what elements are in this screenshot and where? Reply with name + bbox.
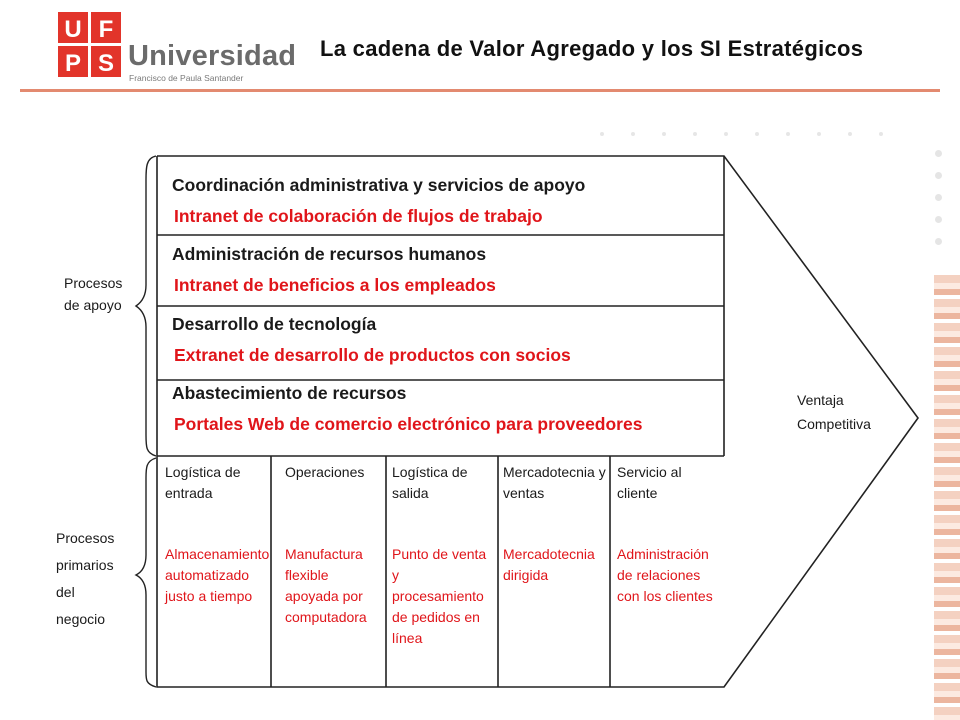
primary-activity-name: Servicio al cliente [617,464,682,501]
primary-activity-system: Manufactura flexible apoyada por computadora [285,546,367,625]
primary-activity-column [165,462,269,682]
support-activity-row [162,174,722,227]
primary-activity-name: Logística de entrada [165,464,241,501]
slide-title: La cadena de Valor Agregado y los SI Estratégicos [320,36,864,61]
support-activity-name: Administración de recursos humanos [172,244,487,264]
support-activity-row [162,382,722,435]
primary-activity-column [503,462,607,682]
competitive-advantage-label: Ventaja Competitiva [797,392,871,432]
logo-subtitle: Francisco de Paula Santander [129,73,244,83]
primary-activity-name: Mercadotecnia y ventas [503,464,606,501]
support-activity-name: Abastecimiento de recursos [172,383,407,403]
support-activity-name: Desarrollo de tecnología [172,314,377,334]
support-brace [136,156,156,456]
primary-activity-column [392,462,494,682]
logo-title: Universidad [128,40,297,72]
support-activity-row [162,243,722,296]
support-processes-label: Procesos de apoyo [64,275,123,313]
primary-activity-name: Operaciones [285,464,365,480]
support-activity-name: Coordinación administrativa y servicios de apoyo [172,175,586,195]
primary-activity-column [285,462,381,682]
primary-activity-system: Administración de relaciones con los clientes [617,546,713,604]
primary-activity-name: Logística de salida [392,464,468,501]
primary-activity-column [617,462,721,682]
support-activity-system: Intranet de beneficios a los empleados [174,275,496,295]
logo-letter-p: P [64,50,82,77]
logo-letter-u: U [64,16,82,43]
logo-letter-f: F [98,16,114,43]
support-activity-system: Extranet de desarrollo de productos con socios [174,345,571,365]
support-activity-system: Intranet de colaboración de flujos de trabajo [174,206,543,226]
support-activity-system: Portales Web de comercio electrónico para proveedores [174,414,643,434]
primary-activity-system: Punto de venta y procesamiento de pedidos en línea [392,546,487,646]
primary-brace [136,458,156,687]
primary-processes-label: Procesos primarios del negocio [56,530,115,627]
logo-letter-s: S [97,50,115,77]
primary-activity-system: Mercadotecnia dirigida [503,546,595,583]
support-activity-row [162,313,722,366]
primary-activity-system: Almacenamiento automatizado justo a tiempo [165,546,270,604]
